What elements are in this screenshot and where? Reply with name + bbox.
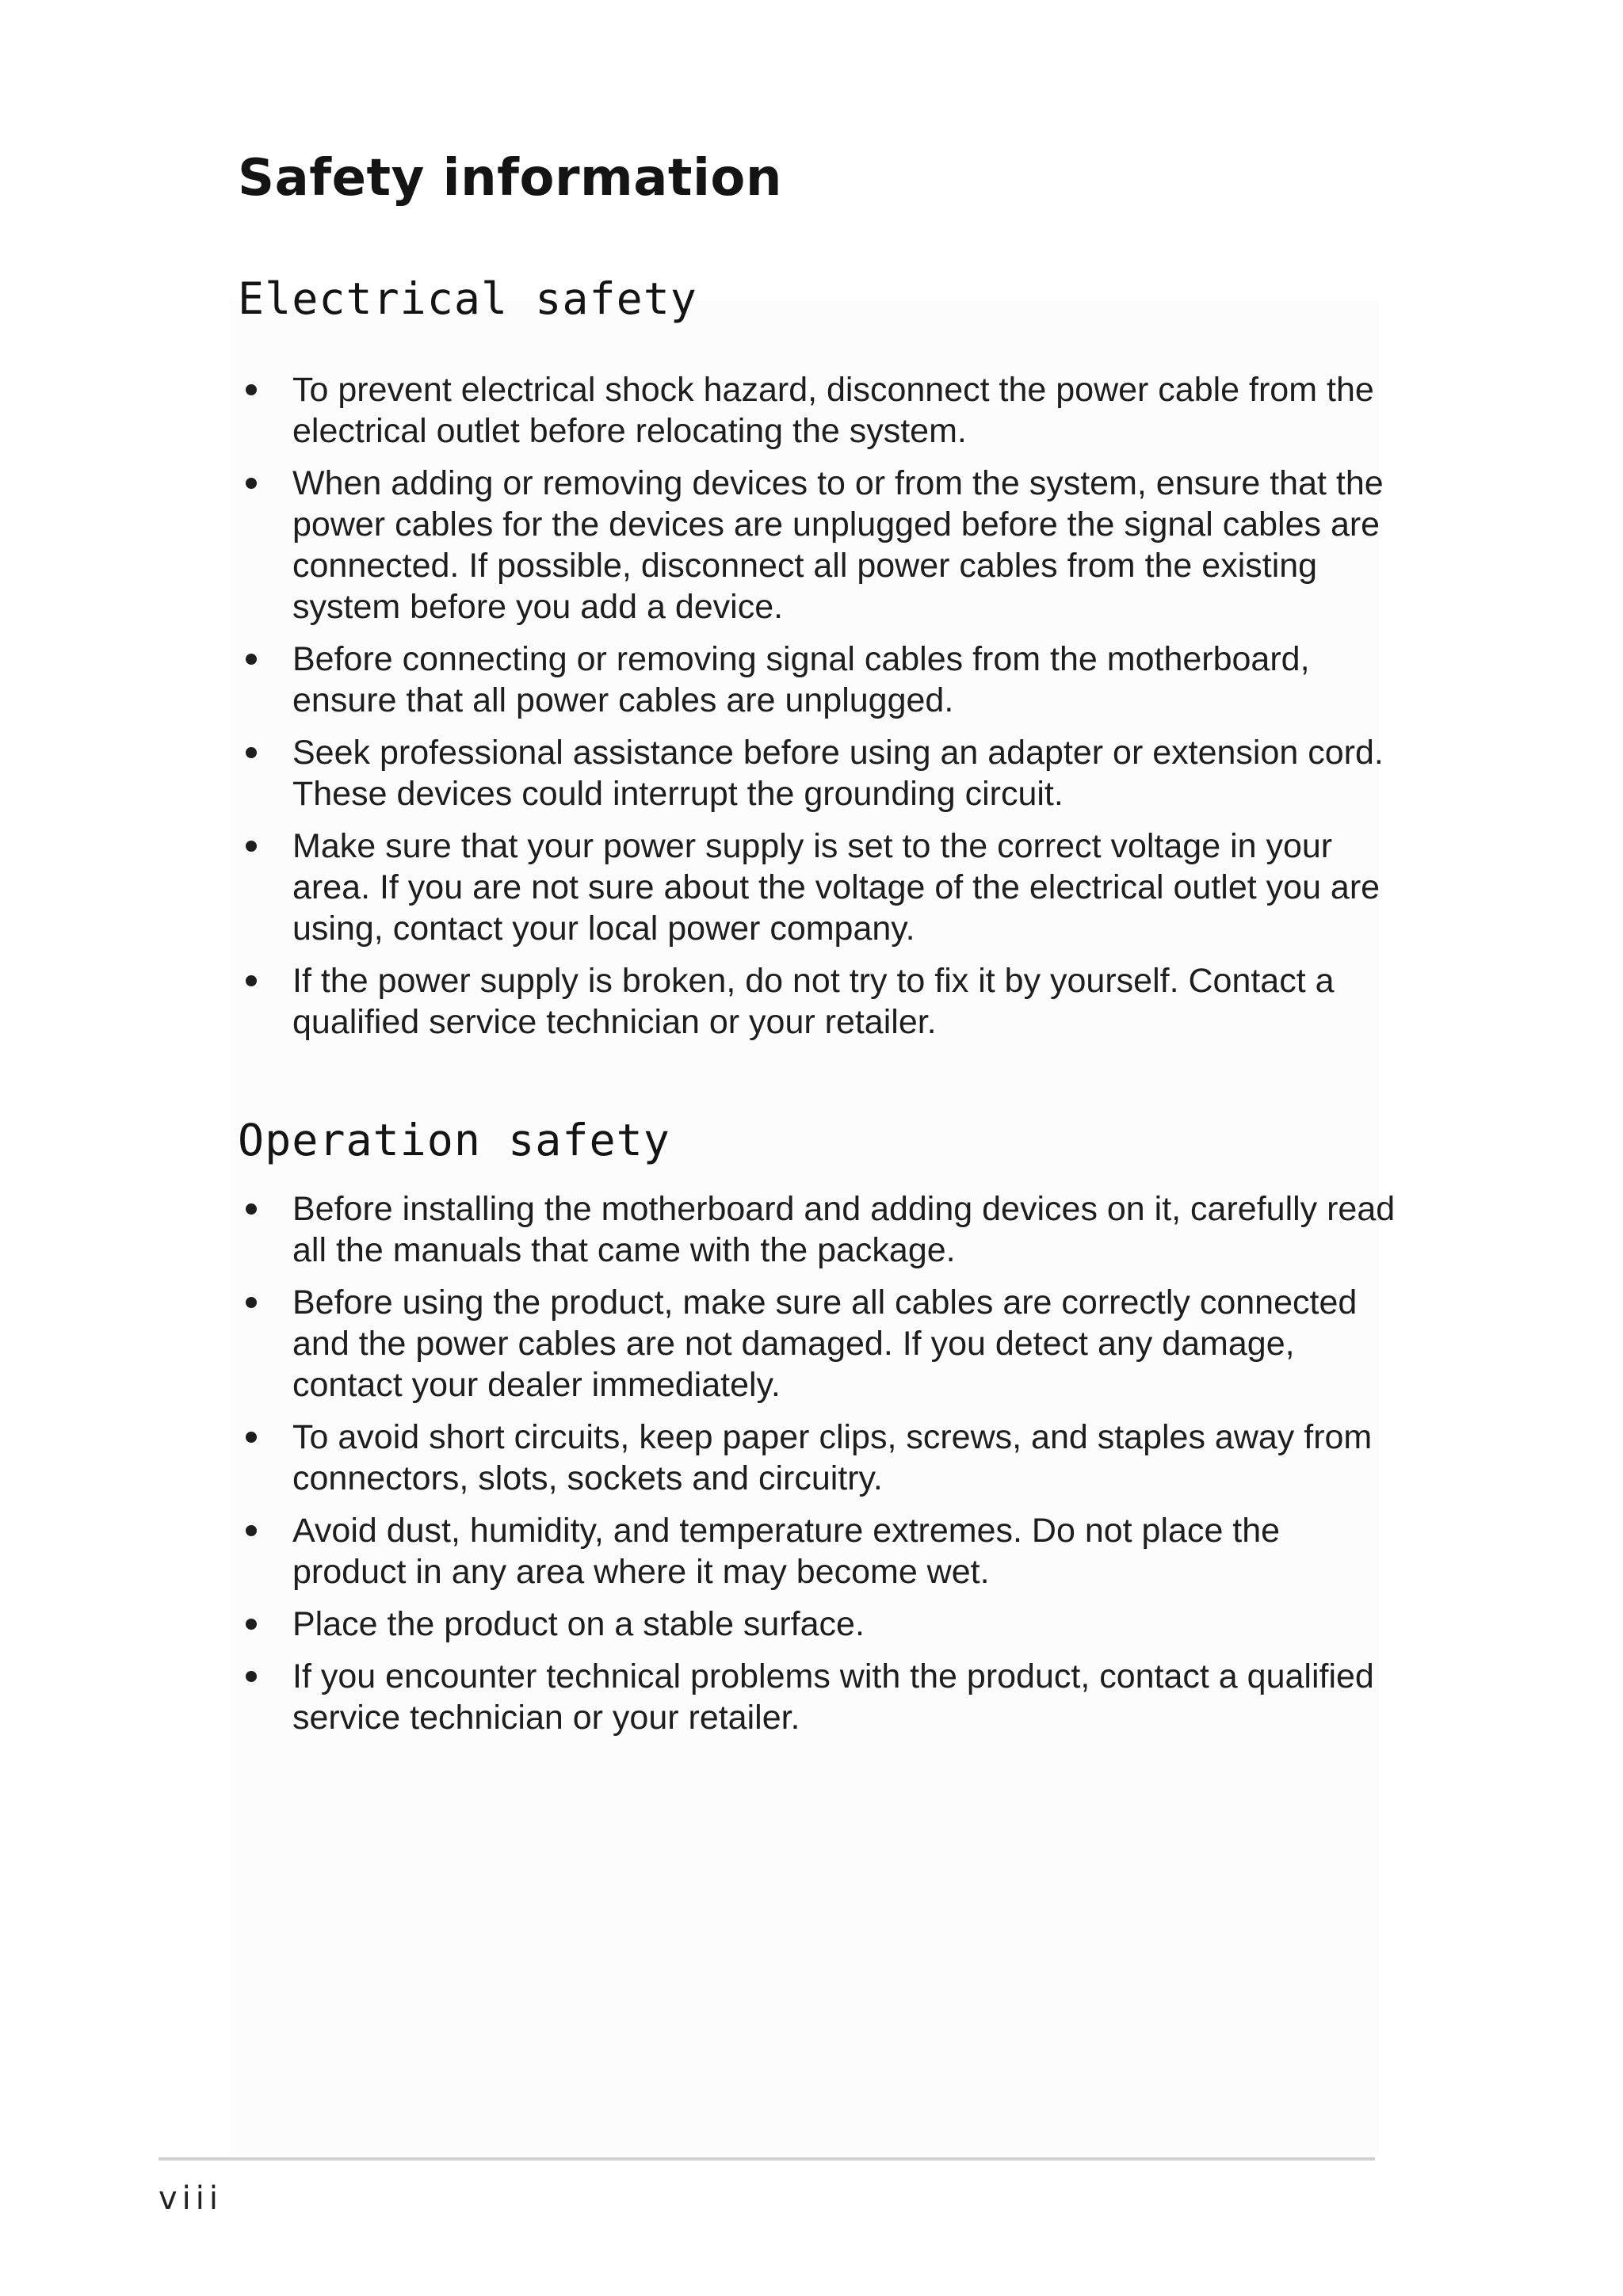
bullet-text-line: These devices could interrupt the grounding circuit.	[292, 775, 1064, 813]
bullet-text-line: service technician or your retailer.	[292, 1699, 800, 1737]
bullet-text-line: qualified service technician or your retailer.	[292, 1003, 937, 1041]
bullet-item	[238, 732, 1384, 814]
bullet-dot-icon	[246, 1619, 257, 1630]
bullet-text-line: all the manuals that came with the package.	[292, 1231, 956, 1269]
bullet-dot-icon	[246, 384, 257, 395]
bullet-item	[238, 1656, 1379, 1738]
bullet-text	[292, 826, 1379, 949]
bullet-dot-icon	[246, 654, 257, 665]
bullet-text-line: contact your dealer immediately.	[292, 1366, 781, 1404]
footer-divider	[158, 2157, 1375, 2161]
bullet-text-line: ensure that all power cables are unplugged.	[292, 681, 954, 719]
bullet-item	[238, 826, 1379, 949]
bullet-text-line: Avoid dust, humidity, and temperature extremes. Do not place the	[292, 1512, 1281, 1550]
bullet-item	[238, 1417, 1379, 1499]
bullet-text	[292, 1282, 1379, 1405]
electrical-safety-heading: Electrical safety	[238, 273, 697, 324]
bullet-item	[238, 1604, 1379, 1645]
bullet-text-line: When adding or removing devices to or from the system, ensure that the	[292, 464, 1384, 502]
bullet-item	[238, 1188, 1396, 1271]
bullet-text	[292, 1656, 1379, 1738]
bullet-dot-icon	[246, 1525, 257, 1536]
bullet-text-line: using, contact your local power company.	[292, 910, 915, 948]
bullet-text-line: Seek professional assistance before using an adapter or extension cord.	[292, 734, 1384, 772]
bullet-item	[238, 463, 1384, 627]
bullet-text-line: system before you add a device.	[292, 588, 784, 626]
bullet-text-line: Before connecting or removing signal cables from the motherboard,	[292, 640, 1310, 678]
bullet-text-line: Place the product on a stable surface.	[292, 1605, 865, 1643]
bullet-text	[292, 960, 1379, 1043]
bullet-dot-icon	[246, 841, 257, 852]
bullet-dot-icon	[246, 1203, 257, 1215]
bullet-text-line: Before using the product, make sure all cables are correctly connected	[292, 1283, 1358, 1322]
bullet-text-line: area. If you are not sure about the voltage of the electrical outlet you are	[292, 868, 1381, 906]
bullet-text-line: Before installing the motherboard and adding devices on it, carefully read	[292, 1190, 1396, 1228]
bullet-dot-icon	[246, 478, 257, 489]
bullet-text-line: connected. If possible, disconnect all power cables from the existing	[292, 547, 1318, 585]
bullet-text-line: electrical outlet before relocating the system.	[292, 412, 967, 450]
page-number: viii	[158, 2180, 223, 2217]
operation-safety-heading: Operation safety	[238, 1115, 670, 1165]
bullet-text-line: Make sure that your power supply is set to the correct voltage in your	[292, 827, 1333, 865]
bullet-dot-icon	[246, 1297, 257, 1308]
bullet-item	[238, 960, 1379, 1043]
electrical-safety-list	[238, 369, 1384, 1054]
bullet-text	[292, 1510, 1379, 1592]
bullet-text-line: power cables for the devices are unplugged before the signal cables are	[292, 505, 1381, 543]
operation-safety-list	[238, 1188, 1396, 1749]
bullet-text-line: To avoid short circuits, keep paper clips, screws, and staples away from	[292, 1418, 1373, 1456]
bullet-text-line: product in any area where it may become wet.	[292, 1553, 990, 1591]
bullet-text	[292, 732, 1384, 814]
bullet-dot-icon	[246, 747, 257, 758]
bullet-text-line: If the power supply is broken, do not try to fix it by yourself. Contact a	[292, 962, 1335, 1000]
bullet-item	[238, 1282, 1379, 1405]
bullet-text-line: To prevent electrical shock hazard, disconnect the power cable from the	[292, 371, 1374, 409]
bullet-text-line: connectors, slots, sockets and circuitry.	[292, 1459, 883, 1497]
bullet-text-line: and the power cables are not damaged. If you detect any damage,	[292, 1325, 1295, 1363]
bullet-dot-icon	[246, 1432, 257, 1443]
bullet-text	[292, 369, 1379, 452]
bullet-text	[292, 463, 1384, 627]
bullet-dot-icon	[246, 975, 257, 986]
bullet-item	[238, 639, 1379, 721]
bullet-text	[292, 1604, 1379, 1645]
page-title: Safety information	[238, 149, 782, 208]
bullet-text	[292, 639, 1379, 721]
bullet-text-line: If you encounter technical problems with the product, contact a qualified	[292, 1657, 1374, 1695]
bullet-text	[292, 1417, 1379, 1499]
bullet-text	[292, 1188, 1396, 1271]
bullet-item	[238, 1510, 1379, 1592]
bullet-item	[238, 369, 1379, 452]
bullet-dot-icon	[246, 1671, 257, 1682]
